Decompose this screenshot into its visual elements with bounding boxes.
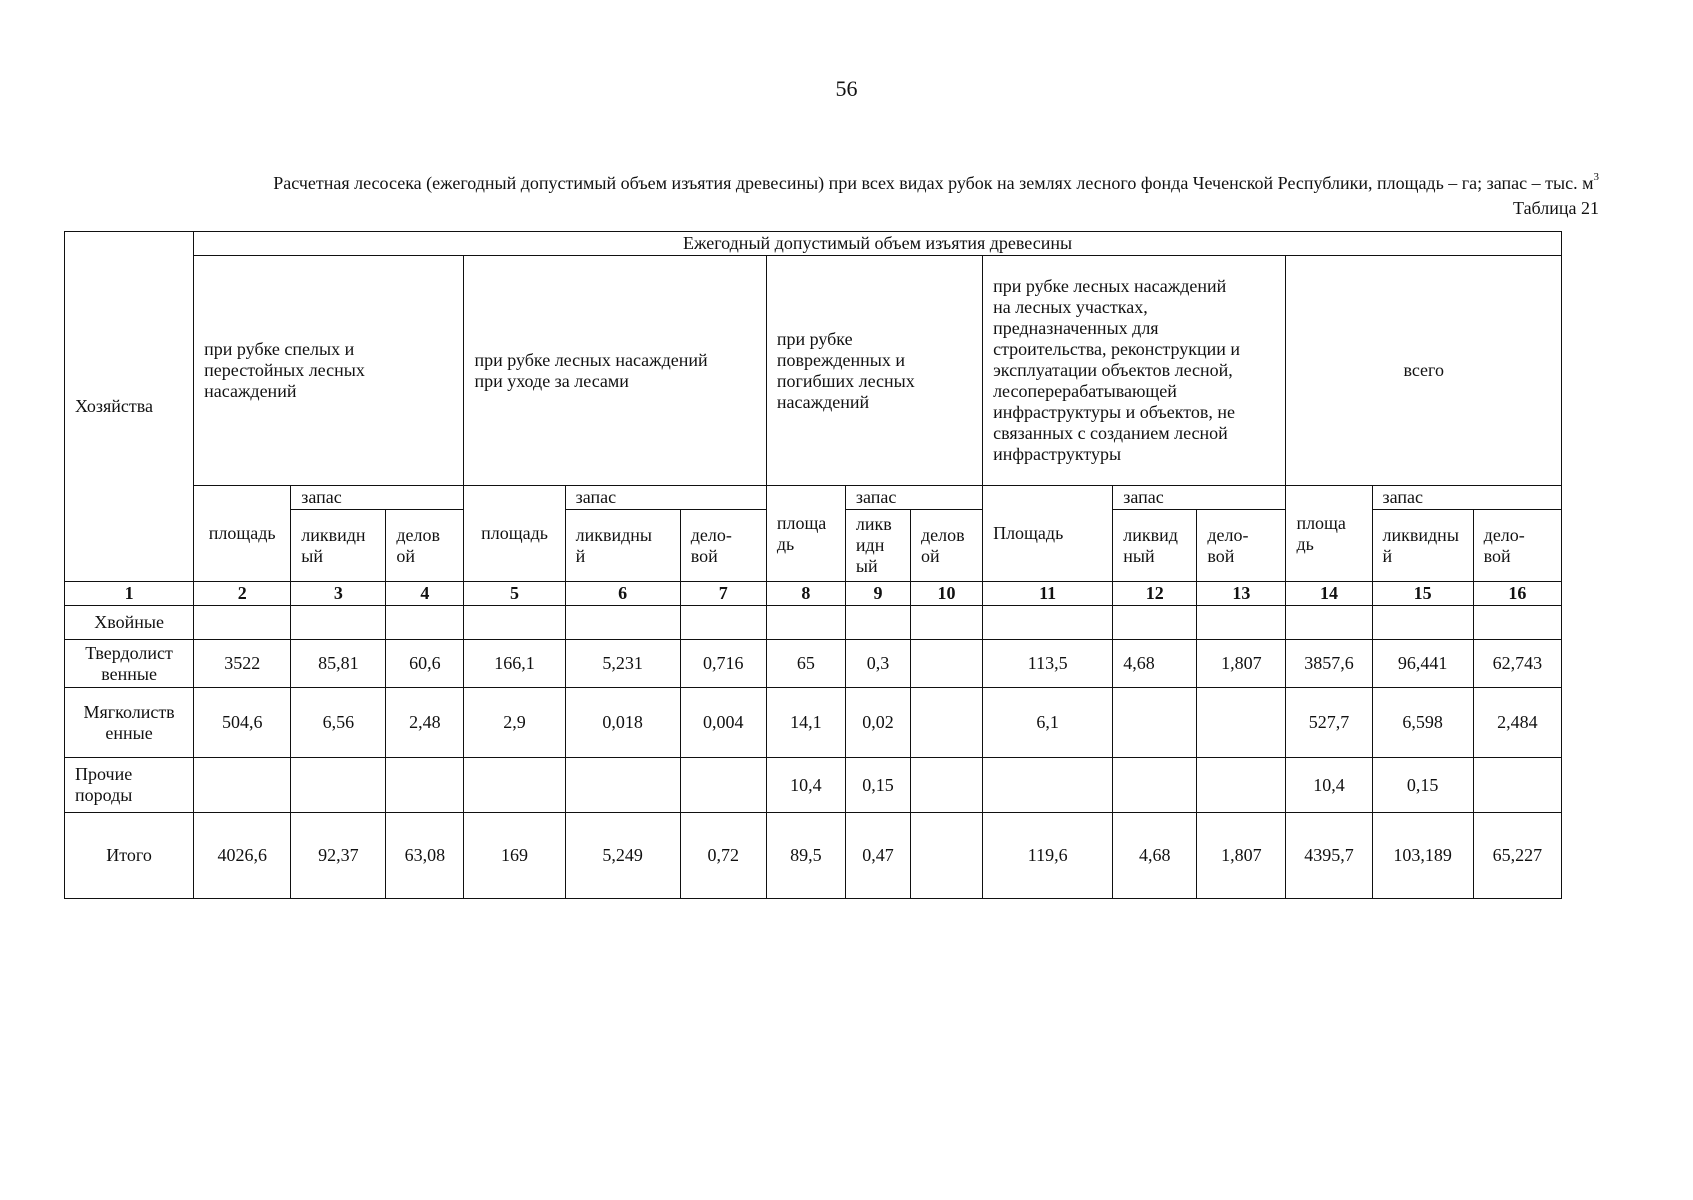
header-stock-3: запас — [845, 486, 982, 510]
data-cell — [1113, 606, 1197, 640]
data-cell — [845, 606, 910, 640]
data-cell — [464, 758, 565, 813]
header-group-total: всего — [1286, 256, 1562, 486]
column-number: 3 — [291, 582, 386, 606]
column-number: 9 — [845, 582, 910, 606]
column-numbers-row — [65, 582, 1562, 606]
data-cell — [911, 688, 983, 758]
data-cell — [680, 606, 766, 640]
column-number: 13 — [1197, 582, 1286, 606]
data-cell: 0,018 — [565, 688, 680, 758]
column-number: 12 — [1113, 582, 1197, 606]
column-number: 1 — [65, 582, 194, 606]
header-group-mature: при рубке спелых и перестойных лесных насаждений — [194, 256, 464, 486]
data-cell — [291, 606, 386, 640]
header-annual-volume: Ежегодный допустимый объем изъятия древесины — [194, 232, 1562, 256]
data-cell: 0,004 — [680, 688, 766, 758]
data-cell: 119,6 — [983, 813, 1113, 899]
data-cell — [194, 606, 291, 640]
header-stock-5: запас — [1372, 486, 1561, 510]
header-liquid-4: ликвид ный — [1113, 510, 1197, 582]
table-row-conifers — [65, 606, 1562, 640]
data-cell: 89,5 — [766, 813, 845, 899]
column-number: 6 — [565, 582, 680, 606]
data-cell: 85,81 — [291, 640, 386, 688]
row-label: Итого — [65, 813, 194, 899]
data-cell — [911, 758, 983, 813]
data-cell — [1113, 688, 1197, 758]
header-group-tending: при рубке лесных насаждений при уходе за лесами — [464, 256, 766, 486]
data-cell — [911, 813, 983, 899]
data-cell — [1113, 758, 1197, 813]
data-cell: 4395,7 — [1286, 813, 1372, 899]
header-area-3: площа дь — [766, 486, 845, 582]
header-liquid-2: ликвидны й — [565, 510, 680, 582]
data-cell — [194, 758, 291, 813]
data-cell: 4026,6 — [194, 813, 291, 899]
header-area-2: площадь — [464, 486, 565, 582]
data-cell: 3522 — [194, 640, 291, 688]
table-row-hardwood — [65, 640, 1562, 688]
header-business-3: делов ой — [911, 510, 983, 582]
header-row-2 — [65, 256, 1562, 486]
data-cell: 1,807 — [1197, 640, 1286, 688]
header-area-5: площа дь — [1286, 486, 1372, 582]
data-cell — [1372, 606, 1473, 640]
header-liquid-5: ликвидны й — [1372, 510, 1473, 582]
header-stock-4: запас — [1113, 486, 1286, 510]
table-label: Таблица 21 — [1513, 198, 1599, 218]
header-farms: Хозяйства — [65, 232, 194, 582]
column-number: 7 — [680, 582, 766, 606]
column-number: 15 — [1372, 582, 1473, 606]
data-cell — [386, 606, 464, 640]
data-cell — [1197, 688, 1286, 758]
data-cell: 65,227 — [1473, 813, 1561, 899]
header-business-1: делов ой — [386, 510, 464, 582]
header-group-construction: при рубке лесных насаждений на лесных участках, предназначенных для строительства, реконструкции и эксплуатации объектов лесной, лесоперерабатывающей инфраструктуры и объектов, не связанных с созданием лесной инфраструктуры — [983, 256, 1286, 486]
row-label: Мягколиств енные — [65, 688, 194, 758]
data-cell: 0,72 — [680, 813, 766, 899]
data-cell: 0,47 — [845, 813, 910, 899]
data-cell: 0,15 — [845, 758, 910, 813]
data-cell: 5,249 — [565, 813, 680, 899]
caption-superscript: 3 — [1593, 171, 1599, 183]
table-row-softwood — [65, 688, 1562, 758]
data-cell: 5,231 — [565, 640, 680, 688]
table-caption — [84, 172, 1599, 194]
data-cell — [565, 758, 680, 813]
data-cell: 2,484 — [1473, 688, 1561, 758]
data-cell — [1473, 606, 1561, 640]
data-cell — [464, 606, 565, 640]
data-cell: 60,6 — [386, 640, 464, 688]
row-label: Прочие породы — [65, 758, 194, 813]
data-cell: 103,189 — [1372, 813, 1473, 899]
data-cell: 0,15 — [1372, 758, 1473, 813]
table-caption-text: Расчетная лесосека (ежегодный допустимый объем изъятия древесины) при всех видах рубок на землях лесного фонда Чеченской Республики, площадь – га; запас – тыс. м — [273, 173, 1594, 193]
table-row-total — [65, 813, 1562, 899]
data-cell: 96,441 — [1372, 640, 1473, 688]
data-cell: 6,1 — [983, 688, 1113, 758]
data-cell: 504,6 — [194, 688, 291, 758]
data-cell: 6,56 — [291, 688, 386, 758]
data-cell — [983, 758, 1113, 813]
column-number: 10 — [911, 582, 983, 606]
header-business-4: дело- вой — [1197, 510, 1286, 582]
row-label: Хвойные — [65, 606, 194, 640]
data-cell — [291, 758, 386, 813]
data-cell — [983, 606, 1113, 640]
data-cell: 3857,6 — [1286, 640, 1372, 688]
column-number: 4 — [386, 582, 464, 606]
column-number: 14 — [1286, 582, 1372, 606]
column-number: 16 — [1473, 582, 1561, 606]
data-cell: 0,716 — [680, 640, 766, 688]
data-cell — [1197, 606, 1286, 640]
page-number: 56 — [835, 76, 858, 101]
column-number: 11 — [983, 582, 1113, 606]
data-cell — [1286, 606, 1372, 640]
data-cell — [386, 758, 464, 813]
header-business-5: дело- вой — [1473, 510, 1561, 582]
data-cell: 6,598 — [1372, 688, 1473, 758]
data-cell — [1197, 758, 1286, 813]
data-cell: 0,3 — [845, 640, 910, 688]
data-cell: 92,37 — [291, 813, 386, 899]
data-cell: 62,743 — [1473, 640, 1561, 688]
header-group-damaged: при рубке поврежденных и погибших лесных насаждений — [766, 256, 982, 486]
data-cell: 2,48 — [386, 688, 464, 758]
data-cell: 4,68 — [1113, 813, 1197, 899]
data-cell: 63,08 — [386, 813, 464, 899]
data-cell: 113,5 — [983, 640, 1113, 688]
allowable-cut-table — [64, 231, 1562, 899]
data-cell: 10,4 — [766, 758, 845, 813]
column-number: 8 — [766, 582, 845, 606]
data-cell: 1,807 — [1197, 813, 1286, 899]
data-cell — [680, 758, 766, 813]
data-cell: 527,7 — [1286, 688, 1372, 758]
data-cell: 10,4 — [1286, 758, 1372, 813]
data-cell — [911, 640, 983, 688]
header-stock-2: запас — [565, 486, 766, 510]
data-cell — [1473, 758, 1561, 813]
data-cell — [565, 606, 680, 640]
column-number: 2 — [194, 582, 291, 606]
data-cell: 14,1 — [766, 688, 845, 758]
header-liquid-1: ликвидн ый — [291, 510, 386, 582]
header-area-4: Площадь — [983, 486, 1113, 582]
header-stock-1: запас — [291, 486, 464, 510]
header-area-1: площадь — [194, 486, 291, 582]
header-row-1 — [65, 232, 1562, 256]
data-cell — [766, 606, 845, 640]
data-cell: 4,68 — [1113, 640, 1197, 688]
row-label: Твердолист венные — [65, 640, 194, 688]
header-row-3 — [65, 486, 1562, 510]
data-cell: 169 — [464, 813, 565, 899]
header-business-2: дело- вой — [680, 510, 766, 582]
data-cell: 166,1 — [464, 640, 565, 688]
data-cell: 0,02 — [845, 688, 910, 758]
data-cell: 65 — [766, 640, 845, 688]
table-row-other-species — [65, 758, 1562, 813]
data-cell: 2,9 — [464, 688, 565, 758]
header-liquid-3: ликв идн ый — [845, 510, 910, 582]
data-cell — [911, 606, 983, 640]
column-number: 5 — [464, 582, 565, 606]
